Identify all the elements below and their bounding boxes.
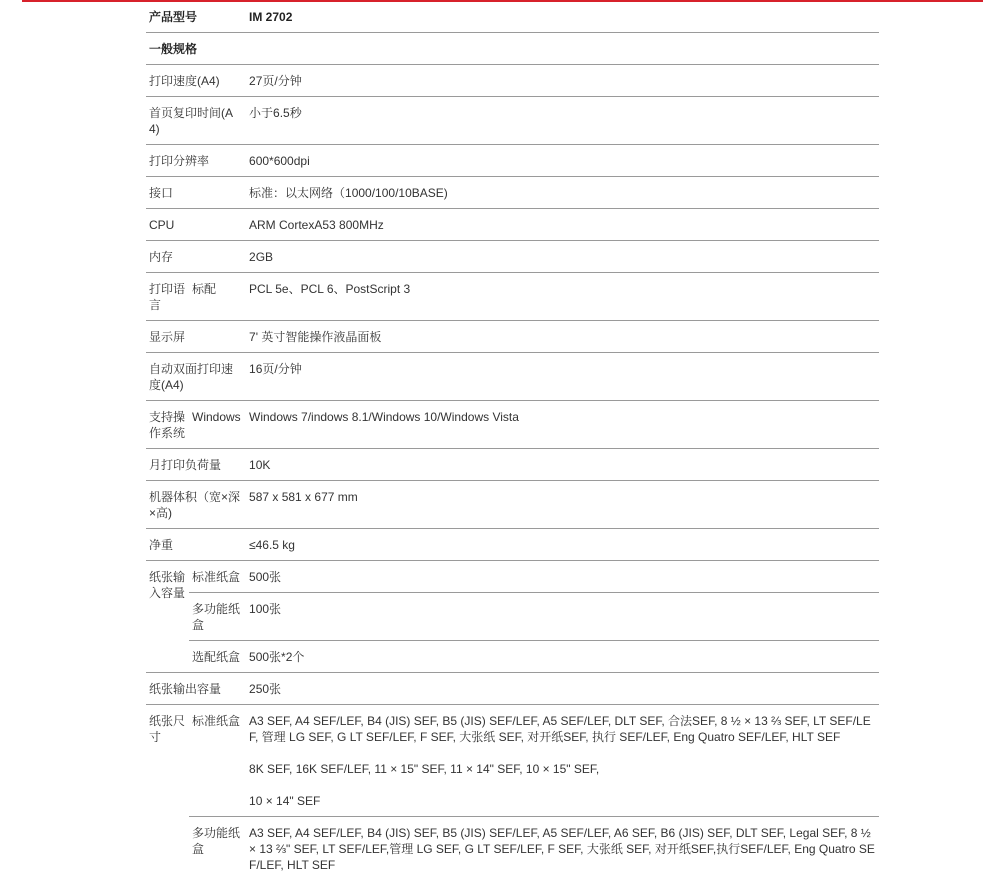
row-label: 接口 (146, 177, 246, 209)
row-label: 打印速度(A4) (146, 65, 246, 97)
row-value: 27页/分钟 (246, 65, 879, 97)
row-label: 机器体积（宽×深×高) (146, 481, 246, 529)
table-row (146, 641, 879, 673)
row-label: 显示屏 (146, 321, 246, 353)
row-label: 打印语言 (146, 273, 189, 321)
table-row (146, 561, 879, 593)
row-value: PCL 5e、PCL 6、PostScript 3 (246, 273, 879, 321)
row-value: 10K (246, 449, 879, 481)
row-label: CPU (146, 209, 246, 241)
row-label: 纸张输出容量 (146, 673, 246, 705)
row-label: 打印分辨率 (146, 145, 246, 177)
row-value: A3 SEF, A4 SEF/LEF, B4 (JIS) SEF, B5 (JIS) SEF/LEF, A5 SEF/LEF, A6 SEF, B6 (JIS) SEF, DLT SEF, Legal SEF, 8 ½ × 13 ⅔" SEF, LT SEF/LEF,管理 LG SEF, G LT SEF/LEF, F SEF, 大张纸 SEF, 对开纸SEF,执行SEF/LEF, Eng Quatro SEF/LEF, HLT SEF (249, 826, 875, 872)
table-row (146, 593, 879, 641)
model-label: 产品型号 (146, 1, 246, 33)
table-row-section (146, 33, 879, 65)
row-label: 支持操作系统 (146, 401, 189, 449)
row-sublabel: 标准纸盒 (189, 705, 246, 817)
row-value: 587 x 581 x 677 mm (246, 481, 879, 529)
row-label: 月打印负荷量 (146, 449, 246, 481)
row-value: 16页/分钟 (246, 353, 879, 401)
table-row (146, 65, 879, 97)
table-row (146, 529, 879, 561)
row-value: 7' 英寸智能操作液晶面板 (246, 321, 879, 353)
row-value: 600*600dpi (246, 145, 879, 177)
table-row (146, 481, 879, 529)
row-sublabel: 标配 (189, 273, 246, 321)
table-row (146, 273, 879, 321)
table-row (146, 401, 879, 449)
row-value: 250张 (246, 673, 879, 705)
row-value: 小于6.5秒 (246, 97, 879, 145)
paper-size-line: 10 × 14" SEF (249, 794, 321, 808)
spec-table (146, 1, 879, 880)
row-label: 纸张尺寸 (149, 714, 186, 744)
row-value: ARM CortexA53 800MHz (246, 209, 879, 241)
row-label: 纸张输入容量 (146, 561, 189, 673)
row-value: Windows 7/indows 8.1/Windows 10/Windows Vista (246, 401, 879, 449)
row-sublabel: 多功能纸盒 (192, 826, 241, 856)
row-sublabel: 选配纸盒 (189, 641, 246, 673)
table-row (146, 449, 879, 481)
row-value (246, 705, 879, 817)
section-title: 一般规格 (146, 33, 879, 65)
table-row (146, 673, 879, 705)
table-row (146, 321, 879, 353)
row-label: 内存 (146, 241, 246, 273)
row-label: 自动双面打印速度(A4) (146, 353, 246, 401)
table-row (146, 145, 879, 177)
row-value: 100张 (246, 593, 879, 641)
table-row (146, 209, 879, 241)
paper-size-line: A3 SEF, A4 SEF/LEF, B4 (JIS) SEF, B5 (JIS) SEF/LEF, A5 SEF/LEF, DLT SEF, 合法SEF, 8 ½ × 13 ⅔ SEF, LT SEF/LEF, 管理 LG SEF, G LT SEF/LEF, F SEF, 大张纸 SEF, 对开纸SEF, 执行 SEF/LEF, Eng Quatro SEF/LEF, HLT SEF (249, 714, 871, 744)
table-row (146, 241, 879, 273)
table-row-model (146, 1, 879, 33)
table-row (146, 177, 879, 209)
table-row (146, 97, 879, 145)
row-label: 净重 (146, 529, 246, 561)
row-sublabel: 标准纸盒 (189, 561, 246, 593)
row-value: 2GB (246, 241, 879, 273)
row-value: ≤46.5 kg (246, 529, 879, 561)
table-row (146, 817, 879, 881)
row-value: 500张 (246, 561, 879, 593)
row-sublabel: 多功能纸盒 (189, 593, 246, 641)
paper-size-line: 8K SEF, 16K SEF/LEF, 11 × 15" SEF, 11 × 14" SEF, 10 × 15" SEF, (249, 762, 600, 776)
table-row (146, 353, 879, 401)
model-value: IM 2702 (246, 1, 879, 33)
row-label: 首页复印时间(A4) (146, 97, 246, 145)
row-value: 500张*2个 (246, 641, 879, 673)
table-row (146, 705, 879, 817)
row-value: 标准：以太网络（1000/100/10BASE) (246, 177, 879, 209)
row-sublabel: Windows (189, 401, 246, 449)
